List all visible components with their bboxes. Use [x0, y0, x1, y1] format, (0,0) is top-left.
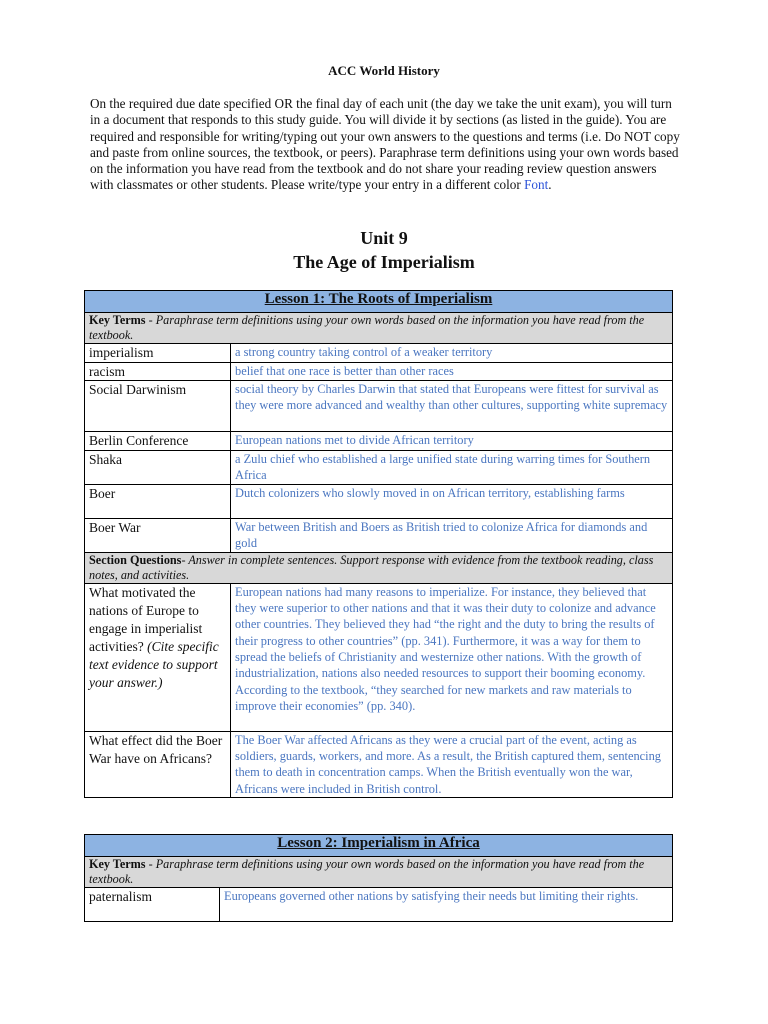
key-terms-label: Key Terms	[89, 857, 146, 871]
intro-paragraph	[90, 96, 682, 194]
lesson1-title: Lesson 1: The Roots of Imperialism	[85, 291, 673, 313]
lesson2-header-row	[85, 835, 673, 857]
unit-number: Unit 9	[360, 228, 408, 248]
lesson1-key-terms-instructions	[85, 313, 673, 344]
term-label: Shaka	[85, 451, 231, 485]
intro-end: .	[548, 177, 552, 193]
term-row	[85, 363, 673, 381]
term-label: Boer	[85, 485, 231, 519]
key-terms-description: - Paraphrase term definitions using your own words based on the information you have read from the textbook.	[89, 857, 645, 886]
term-row	[85, 485, 673, 519]
term-definition[interactable]: Dutch colonizers who slowly moved in on African territory, establishing farms	[231, 485, 673, 519]
term-label: Boer War	[85, 519, 231, 553]
question-text	[85, 583, 231, 731]
lesson2-table	[84, 834, 673, 922]
question-cite-note: (Cite specific text evidence to support your answer.)	[89, 638, 219, 690]
term-row	[85, 344, 673, 363]
question-prompt: What effect did the Boer War have on Africans?	[89, 732, 223, 766]
term-label: imperialism	[85, 344, 231, 363]
term-row	[85, 432, 673, 451]
lesson1-table	[84, 290, 673, 798]
question-answer[interactable]: European nations had many reasons to imperialize. For instance, they believed that they were superior to other nations and that it was their duty to colonize and advance other countries. They believed they had “the right and the duty to bring the results of their progress to other countries” (pp. 341). Furthermore, it was a way for them to spread the beliefs of Christianity and westernize other nations. With the growth of industrialization, nations also needed resources to support their booming economy. According to the textbook, “they searched for new markets and raw materials to improve their economies” (pp. 340).	[231, 583, 673, 731]
lesson1-key-terms-row	[85, 313, 673, 344]
term-definition[interactable]: European nations met to divide African territory	[231, 432, 673, 451]
term-definition[interactable]: belief that one race is better than other races	[231, 363, 673, 381]
lesson2-title: Lesson 2: Imperialism in Africa	[85, 835, 673, 857]
section-questions-description: - Answer in complete sentences. Support response with evidence from the textbook reading, class notes, and activities.	[89, 552, 654, 582]
key-terms-label: Key Terms	[89, 313, 146, 327]
intro-text: On the required due date specified OR the final day of each unit (the day we take the unit exam), you will turn in a document that responds to this study guide. You will divide it by sections (as listed in the guide). You are required and responsible for writing/typing out your own answers to the questions and terms (i.e. Do NOT copy and paste from online sources, the textbook, or peers). Paraphrase term definitions using your own words based on the information you have read from the textbook and do not share your reading review question answers with classmates or other students. Please write/type your entry in a different color	[90, 96, 680, 193]
term-label: racism	[85, 363, 231, 381]
question-answer[interactable]: The Boer War affected Africans as they were a crucial part of the event, acting as soldiers, guards, workers, and more. As a result, the British captured them, sentencing them to death in concentration camps. When the British eventually won the war, Africans were included in British control.	[231, 731, 673, 797]
lesson1-section-questions-row	[85, 552, 673, 583]
lesson2-key-terms-instructions	[85, 857, 673, 888]
term-definition[interactable]: Europeans governed other nations by satisfying their needs but limiting their rights.	[220, 888, 673, 922]
section-questions-instructions	[85, 552, 673, 583]
question-row	[85, 731, 673, 797]
term-definition[interactable]: a strong country taking control of a weaker territory	[231, 344, 673, 363]
lesson2-key-terms-row	[85, 857, 673, 888]
term-row	[85, 888, 673, 922]
term-definition[interactable]: War between British and Boers as British tried to colonize Africa for diamonds and gold	[231, 519, 673, 553]
unit-title: The Age of Imperialism	[293, 252, 475, 272]
term-label: Social Darwinism	[85, 381, 231, 432]
term-label: paternalism	[85, 888, 220, 922]
question-text	[85, 731, 231, 797]
font-word: Font	[524, 177, 549, 193]
key-terms-description: - Paraphrase term definitions using your own words based on the information you have read from the textbook.	[89, 313, 645, 342]
section-questions-label: Section Questions	[89, 552, 182, 567]
term-definition[interactable]: social theory by Charles Darwin that stated that Europeans were fittest for survival as they were more advanced and wealthy than other cultures, supporting white supremacy	[231, 381, 673, 432]
question-prompt: What motivated the nations of Europe to engage in imperialist activities?	[89, 584, 203, 654]
lesson1-header-row	[85, 291, 673, 313]
term-row	[85, 519, 673, 553]
term-label: Berlin Conference	[85, 432, 231, 451]
question-row	[85, 583, 673, 731]
document-title: ACC World History	[328, 63, 440, 78]
term-definition[interactable]: a Zulu chief who established a large unified state during warring times for Southern Africa	[231, 451, 673, 485]
term-row	[85, 381, 673, 432]
term-row	[85, 451, 673, 485]
